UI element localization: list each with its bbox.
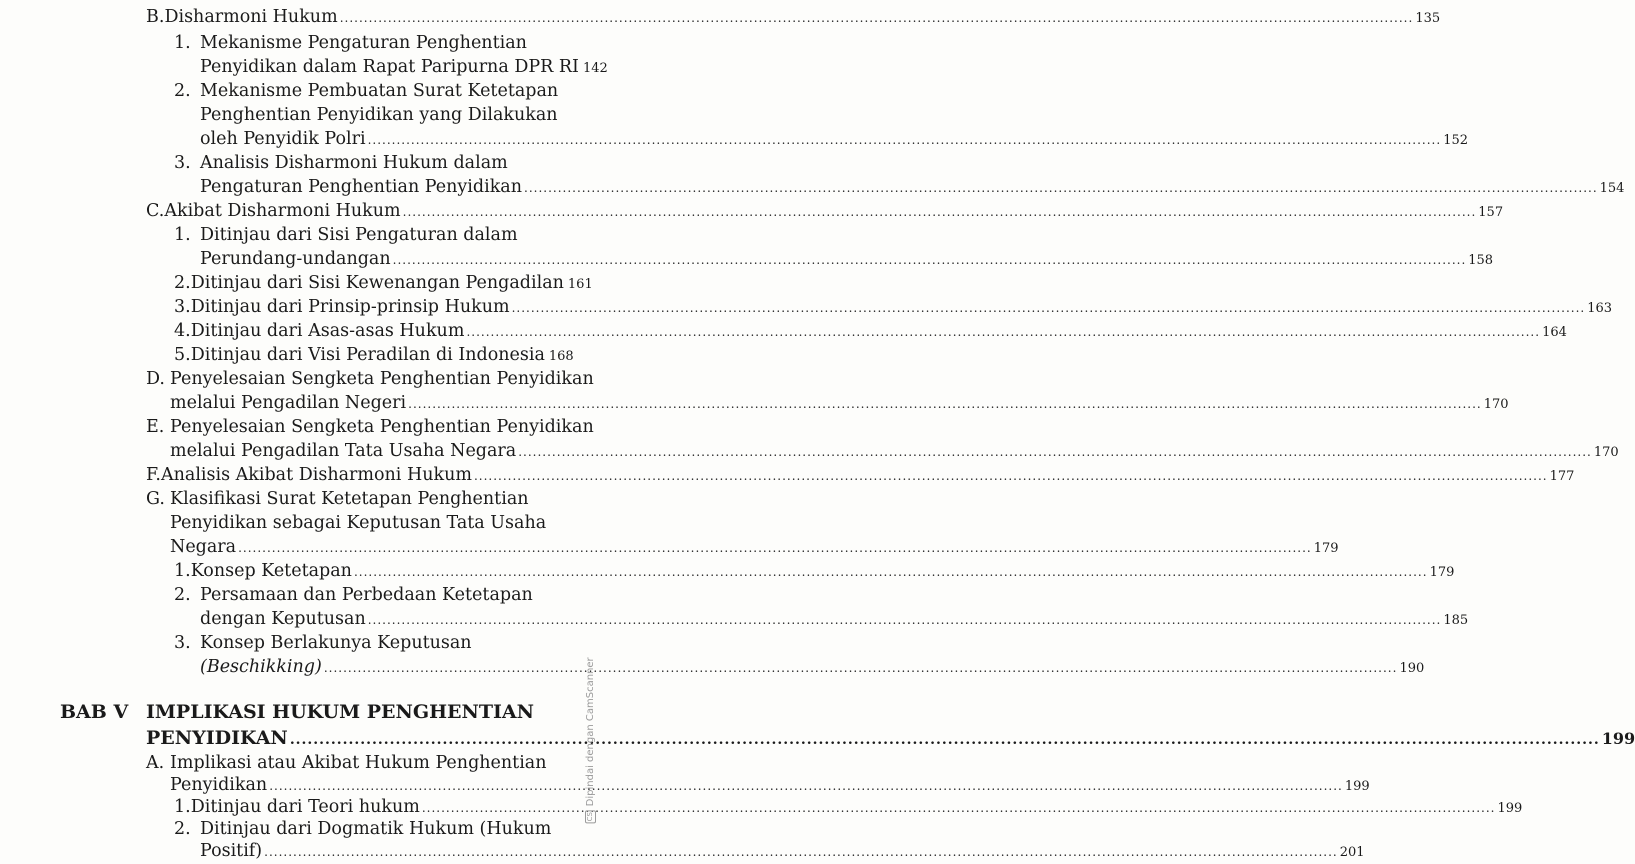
toc-text: Penghentian Penyidikan yang Dilakukan	[200, 105, 558, 125]
leader-dots	[290, 728, 1600, 752]
chapter-title: IMPLIKASI HUKUM PENGHENTIAN	[146, 701, 535, 723]
toc-text: melalui Pengadilan Tata Usaha Negara	[170, 441, 517, 461]
toc-entry-g3-cont	[200, 656, 1425, 680]
chapter-heading	[60, 700, 534, 724]
toc-text: Ditinjau dari Teori hukum	[190, 797, 420, 817]
toc-text: Mekanisme Pembuatan Surat Ketetapan	[200, 81, 559, 101]
leader-dots	[512, 297, 1586, 319]
toc-page-number: 190	[1399, 661, 1425, 676]
toc-page-number: 135	[1415, 11, 1441, 26]
leader-dots	[403, 201, 1477, 223]
toc-marker: 3.	[174, 633, 191, 653]
toc-text: (Beschikking)	[200, 657, 322, 677]
toc-marker: C.	[146, 201, 165, 221]
toc-text: oleh Penyidik Polri	[200, 129, 366, 149]
toc-page-number: 170	[1483, 397, 1509, 412]
toc-page-number: 157	[1478, 205, 1504, 220]
toc-text: Pengaturan Penghentian Penyidikan	[200, 177, 523, 197]
toc-text: Konsep Berlakunya Keputusan	[200, 633, 472, 653]
toc-marker: 2.	[174, 81, 191, 101]
toc-entry-d-cont	[170, 392, 1509, 416]
toc-page-number: 201	[1339, 845, 1365, 860]
toc-text: Implikasi atau Akibat Hukum Penghentian	[170, 753, 547, 773]
toc-marker: 1.	[174, 33, 191, 53]
toc-text: Perundang-undangan	[200, 249, 391, 269]
toc-page-number: 199	[1601, 729, 1635, 748]
toc-text: Negara	[170, 537, 237, 557]
toc-entry-g	[146, 488, 529, 510]
toc-entry-c	[146, 200, 1504, 224]
toc-marker: 2.	[174, 585, 191, 605]
toc-entry-c1	[174, 224, 518, 246]
toc-entry-va2-cont	[200, 840, 1365, 864]
toc-marker: 2.	[174, 273, 191, 293]
toc-marker: 5.	[174, 345, 191, 365]
toc-entry-c5	[174, 344, 574, 368]
leader-dots	[393, 249, 1467, 271]
toc-marker: 4.	[174, 321, 191, 341]
toc-entry-e-cont	[170, 440, 1619, 464]
chapter-label: BAB V	[60, 701, 129, 723]
leader-dots	[368, 609, 1442, 631]
chapter-heading-cont	[146, 726, 1635, 752]
toc-marker: 1.	[174, 797, 191, 817]
toc-text: Ditinjau dari Visi Peradilan di Indonesia	[190, 345, 545, 365]
toc-entry-g2	[174, 584, 533, 606]
toc-page-number: 199	[1497, 801, 1523, 816]
toc-text: Klasifikasi Surat Ketetapan Penghentian	[170, 489, 529, 509]
leader-dots	[340, 7, 1414, 29]
toc-marker: B.	[146, 7, 165, 27]
toc-marker: 2.	[174, 819, 191, 839]
toc-page-number: 142	[582, 61, 608, 76]
toc-entry-g2-cont	[200, 608, 1469, 632]
toc-page-number: 158	[1468, 253, 1494, 268]
toc-text: Penyidikan dalam Rapat Paripurna DPR RI	[200, 57, 579, 77]
toc-page-number: 170	[1593, 445, 1619, 460]
toc-entry-va-cont	[170, 774, 1370, 798]
leader-dots	[408, 393, 1482, 415]
leader-dots	[238, 537, 1312, 559]
toc-page-number: 164	[1542, 325, 1567, 340]
leader-dots	[518, 441, 1592, 463]
toc-marker: 3.	[174, 297, 191, 317]
toc-entry-c2	[174, 272, 593, 296]
toc-marker: D.	[146, 369, 165, 389]
toc-page-number: 154	[1599, 181, 1625, 196]
toc-entry-f	[146, 464, 1575, 488]
toc-entry-c1-cont	[200, 248, 1494, 272]
toc-page-number: 185	[1443, 613, 1469, 628]
toc-page-number: 199	[1344, 779, 1370, 794]
toc-marker: 1.	[174, 561, 191, 581]
leader-dots	[354, 561, 1428, 583]
toc-entry-b1	[174, 32, 527, 54]
toc-text: Positif)	[200, 841, 263, 861]
leader-dots	[466, 321, 1540, 343]
toc-text: Ditinjau dari Sisi Pengaturan dalam	[200, 225, 518, 245]
toc-entry-b2-cont2	[200, 128, 1469, 152]
toc-entry-b3-cont	[200, 176, 1625, 200]
toc-entry-e	[146, 416, 594, 438]
leader-dots	[474, 465, 1548, 487]
toc-entry-c4	[174, 320, 1567, 344]
toc-entry-va2	[174, 818, 551, 840]
toc-text: Penyelesaian Sengketa Penghentian Penyidikan	[170, 369, 594, 389]
leader-dots	[324, 657, 1398, 679]
toc-marker: 3.	[174, 153, 191, 173]
toc-marker: 1.	[174, 225, 191, 245]
toc-text: Akibat Disharmoni Hukum	[164, 201, 401, 221]
toc-marker: E.	[146, 417, 165, 437]
toc-text: Penyidikan sebagai Keputusan Tata Usaha	[170, 513, 547, 533]
toc-entry-g-cont	[170, 512, 546, 534]
toc-entry-b3	[174, 152, 508, 174]
toc-page-number: 177	[1549, 469, 1575, 484]
toc-entry-b2-cont	[200, 104, 558, 126]
toc-page-number: 163	[1587, 301, 1613, 316]
toc-text: dengan Keputusan	[200, 609, 366, 629]
toc-text: Penyelesaian Sengketa Penghentian Penyidikan	[170, 417, 594, 437]
leader-dots	[264, 841, 1338, 863]
scanner-watermark	[585, 657, 596, 823]
toc-text: Analisis Disharmoni Hukum dalam	[200, 153, 508, 173]
camscanner-logo-icon: CS	[586, 811, 594, 821]
toc-text: Ditinjau dari Prinsip-prinsip Hukum	[190, 297, 510, 317]
toc-entry-b1-cont	[200, 56, 608, 80]
toc-text: Konsep Ketetapan	[190, 561, 352, 581]
toc-entry-d	[146, 368, 594, 390]
toc-page-number: 168	[548, 349, 574, 364]
toc-entry-g3	[174, 632, 472, 654]
toc-text: Disharmoni Hukum	[164, 7, 338, 27]
toc-marker: F.	[146, 465, 161, 485]
leader-dots	[368, 129, 1442, 151]
chapter-title: PENYIDIKAN	[146, 727, 288, 749]
toc-text: Analisis Akibat Disharmoni Hukum	[160, 465, 472, 485]
toc-text: Persamaan dan Perbedaan Ketetapan	[200, 585, 533, 605]
leader-dots	[422, 797, 1496, 819]
toc-entry-c3	[174, 296, 1613, 320]
toc-marker: A.	[146, 753, 165, 773]
toc-entry-b2	[174, 80, 558, 102]
toc-text: Ditinjau dari Sisi Kewenangan Pengadilan	[190, 273, 564, 293]
leader-dots	[269, 775, 1343, 797]
toc-text: Mekanisme Pengaturan Penghentian	[200, 33, 527, 53]
toc-entry-va	[146, 752, 547, 774]
watermark-text: Dipindai dengan CamScanner	[585, 656, 596, 806]
leader-dots	[524, 177, 1598, 199]
toc-entry-g-cont2	[170, 536, 1339, 560]
toc-text: melalui Pengadilan Negeri	[170, 393, 407, 413]
toc-page-number: 152	[1443, 133, 1469, 148]
toc-page-number: 179	[1313, 541, 1339, 556]
toc-page-number: 161	[567, 277, 593, 292]
toc-text: Ditinjau dari Asas-asas Hukum	[190, 321, 465, 341]
toc-entry-b	[146, 6, 1441, 30]
toc-marker: G.	[146, 489, 165, 509]
toc-text: Ditinjau dari Dogmatik Hukum (Hukum	[200, 819, 552, 839]
toc-entry-g1	[174, 560, 1455, 584]
toc-page-number: 179	[1429, 565, 1455, 580]
toc-text: Penyidikan	[170, 775, 268, 795]
